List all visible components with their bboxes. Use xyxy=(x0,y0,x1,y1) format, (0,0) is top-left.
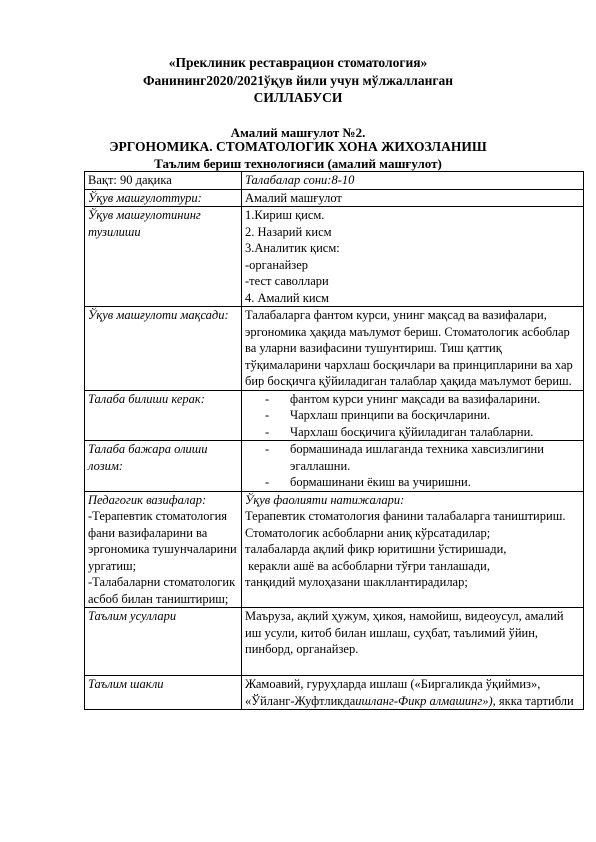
academic-year-line: Фанининг2020/2021ўқув йили учун мўлжалланган xyxy=(142,73,454,88)
table-row xyxy=(85,172,584,190)
table-row xyxy=(85,676,584,710)
table-row xyxy=(85,491,584,608)
form-value-a: Жамоавий, гуруҳларда ишлаш («Биргаликда ўқиймиз», «Ўйланг-Жуфтликда xyxy=(245,677,541,708)
goal-label: Ўқув машғулоти мақсади: xyxy=(85,307,242,391)
list-item: Терапевтик стоматология фанини талабаларга таништириш. xyxy=(245,509,566,523)
list-item: Стоматологик асбобларни аниқ кўрсатадилар; xyxy=(245,525,491,540)
methods-label: Таълим усуллари xyxy=(85,608,242,676)
results-title: Ўқув фаолияти натижалари: xyxy=(245,492,405,507)
list-item: -Талабаларни стоматологик асбоб билан таништириш; xyxy=(88,575,236,606)
lesson-number: Амалий машғулот №2. xyxy=(230,125,366,140)
methods-value: Маъруза, ақлий ҳужум, ҳикоя, намойиш, видеоусул, амалий иш усули, китоб билан ишлаш, суҳбат, таълимий ўйин, пинборд, органайзер. xyxy=(242,608,584,676)
list-item: -тест саволлари xyxy=(245,274,329,288)
list-item: - бормашинани ёкиш ва учиришни. xyxy=(245,474,580,491)
know-label: Талаба билиши керак: xyxy=(85,390,242,441)
technology-subtitle: Таълим бериш технологияси (амалий машғулот) xyxy=(154,156,442,171)
form-value xyxy=(242,676,584,710)
table-row xyxy=(85,307,584,391)
lesson-type-label: Ўқув машғулоттури: xyxy=(85,189,242,207)
list-item: 1.Кириш қисм. xyxy=(245,208,325,222)
list-item: - Чархлаш принципи ва босқичларини. xyxy=(245,407,580,424)
table-row xyxy=(85,189,584,207)
form-label: Таълим шакли xyxy=(85,676,242,710)
structure-list xyxy=(242,207,584,307)
list-item: талабаларда ақлий фикр юритишни ўстиришади, xyxy=(245,542,507,556)
table-row xyxy=(85,441,584,492)
list-item: 4. Амалий кисм xyxy=(245,290,329,305)
table-row xyxy=(85,390,584,441)
list-item: танқидий мулоҳазани шакллантирадилар; xyxy=(245,575,468,589)
able-list xyxy=(242,441,584,492)
list-item: -органайзер xyxy=(245,257,309,272)
able-label: Талаба бажара олиши лозим: xyxy=(85,441,242,492)
time-label: Вақт: 90 дақика xyxy=(85,172,242,190)
lesson-type-value: Амалий машғулот xyxy=(242,189,584,207)
table-row xyxy=(85,207,584,307)
course-title: «Преклиник реставрацион стоматология» xyxy=(168,55,428,70)
form-value-b: ишланг-Фикр алмашинг») xyxy=(355,693,493,708)
know-list xyxy=(242,390,584,441)
list-item: -Терапевтик стоматология фани вазифаларини ва эргономика тушунчаларини ургатиш; xyxy=(88,509,237,573)
students-count: Талабалар сони:8-10 xyxy=(242,172,584,190)
lesson-topic: ЭРГОНОМИКА. СТОМАТОЛОГИК ХОНА ЖИХОЗЛАНИШ xyxy=(109,139,487,154)
list-item: керакли ашё ва асбобларни тўғри танлашади, xyxy=(245,558,490,573)
tasks-label: Педагогик вазифалар: xyxy=(88,492,207,507)
list-item: - бормашинада ишлаганда техника хавсизлигини эгаллашни. xyxy=(245,441,580,474)
list-item: 3.Аналитик қисм: xyxy=(245,241,340,255)
list-item: - Чархлаш босқичига қўйиладиган талабларни. xyxy=(245,424,580,441)
learning-results xyxy=(242,491,584,608)
syllabus-table xyxy=(84,171,584,710)
pedagogical-tasks xyxy=(85,491,242,608)
form-value-c: , якка тартибли xyxy=(492,693,574,708)
goal-value: Талабаларга фантом курси, унинг мақсад ва вазифалари, эргономика ҳақида маълумот бериш. Стоматологик асбоблар ва уларни вазифасини тушунтириш. Тиш қаттиқ тўқималарини чархлаш босқичлари ва принципларини ва хар бир босқичга қўйиладиган талаблар ҳақида маълумот бериш. xyxy=(242,307,584,391)
structure-label: Ўқув машғулотининг тузилиши xyxy=(85,207,242,307)
list-item: 2. Назарий кисм xyxy=(245,224,332,239)
list-item: - фантом курси унинг мақсади ва вазифаларини. xyxy=(245,391,580,408)
table-row xyxy=(85,608,584,676)
syllabus-title: СИЛЛАБУСИ xyxy=(253,90,343,105)
